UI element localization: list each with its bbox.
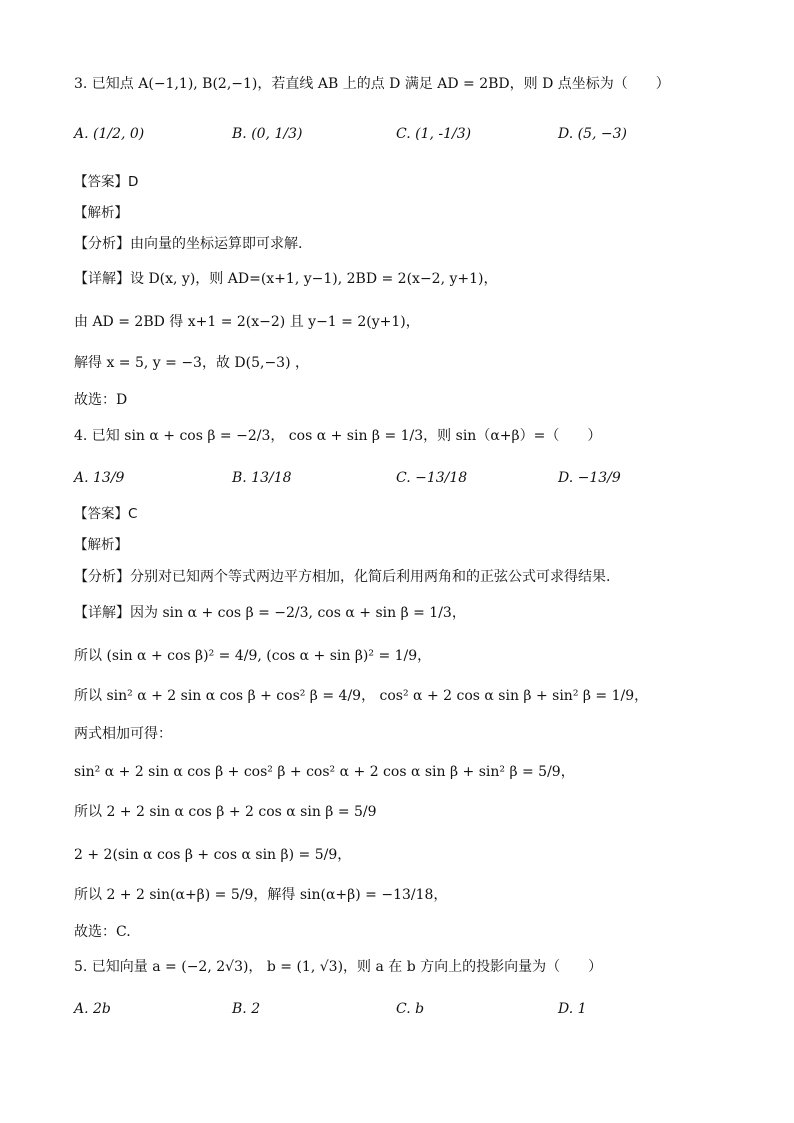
q3-option-b: B. (0, 1/3)	[232, 126, 303, 142]
q4-step-3: 所以 sin² α + 2 sin α cos β + cos² β = 4/9， cos² α + 2 cos α sin β + sin² β = 1/9，	[74, 688, 649, 704]
q3-analysis-label: 【解析】	[74, 205, 128, 221]
q4-step-5: sin² α + 2 sin α cos β + cos² β + cos² α + 2 cos α sin β + sin² β = 5/9，	[74, 764, 575, 780]
q3-fenxi: 【分析】由向量的坐标运算即可求解.	[74, 236, 303, 252]
q4-fenxi: 【分析】分别对已知两个等式两边平方相加，化简后利用两角和的正弦公式可求得结果.	[74, 569, 611, 585]
q3-step-3: 解得 x = 5, y = −3，故 D(5,−3) ，	[74, 355, 310, 371]
q4-option-d: D. −13/9	[558, 470, 621, 486]
q3-option-d: D. (5, −3)	[558, 126, 627, 142]
q4-choice: 故选：C.	[74, 924, 131, 940]
q3-option-c: C. (1, -1/3)	[396, 126, 472, 142]
q3-xiangjie: 【详解】设 D(x, y)，则 AD=(x+1, y−1), 2BD = 2(x−2, y+1)，	[74, 271, 498, 287]
q4-step-2: 所以 (sin α + cos β)² = 4/9, (cos α + sin β)² = 1/9，	[74, 648, 432, 664]
q4-stem: 4. 已知 sin α + cos β = −2/3， cos α + sin β = 1/3，则 sin（α+β）=（ ）	[74, 428, 602, 444]
q4-option-a: A. 13/9	[74, 470, 125, 486]
q4-step-8: 所以 2 + 2 sin(α+β) = 5/9，解得 sin(α+β) = −13/18，	[74, 887, 448, 903]
q5-option-c: C. b	[396, 1001, 425, 1017]
q5-stem: 5. 已知向量 a = (−2, 2√3)， b = (1, √3)，则 a 在 b 方向上的投影向量为（ ）	[74, 959, 603, 975]
q4-answer: 【答案】C	[74, 506, 138, 522]
q3-stem: 3. 已知点 A(−1,1), B(2,−1)，若直线 AB 上的点 D 满足 AD = 2BD，则 D 点坐标为（ ）	[74, 76, 670, 92]
q4-xiangjie: 【详解】因为 sin α + cos β = −2/3, cos α + sin β = 1/3，	[74, 605, 466, 621]
q5-option-a: A. 2b	[74, 1001, 111, 1017]
q5-option-d: D. 1	[558, 1001, 587, 1017]
q4-step-4: 两式相加可得：	[74, 726, 172, 742]
q3-answer: 【答案】D	[74, 174, 139, 190]
q3-step-2: 由 AD = 2BD 得 x+1 = 2(x−2) 且 y−1 = 2(y+1)，	[74, 314, 420, 330]
q4-step-6: 所以 2 + 2 sin α cos β + 2 cos α sin β = 5/9	[74, 804, 377, 820]
q4-step-7: 2 + 2(sin α cos β + cos α sin β) = 5/9，	[74, 847, 352, 863]
q5-option-b: B. 2	[232, 1001, 261, 1017]
q4-option-b: B. 13/18	[232, 470, 292, 486]
q3-option-a: A. (1/2, 0)	[74, 126, 145, 142]
q4-option-c: C. −13/18	[396, 470, 468, 486]
q3-choice: 故选：D	[74, 392, 128, 408]
q4-analysis-label: 【解析】	[74, 537, 128, 553]
